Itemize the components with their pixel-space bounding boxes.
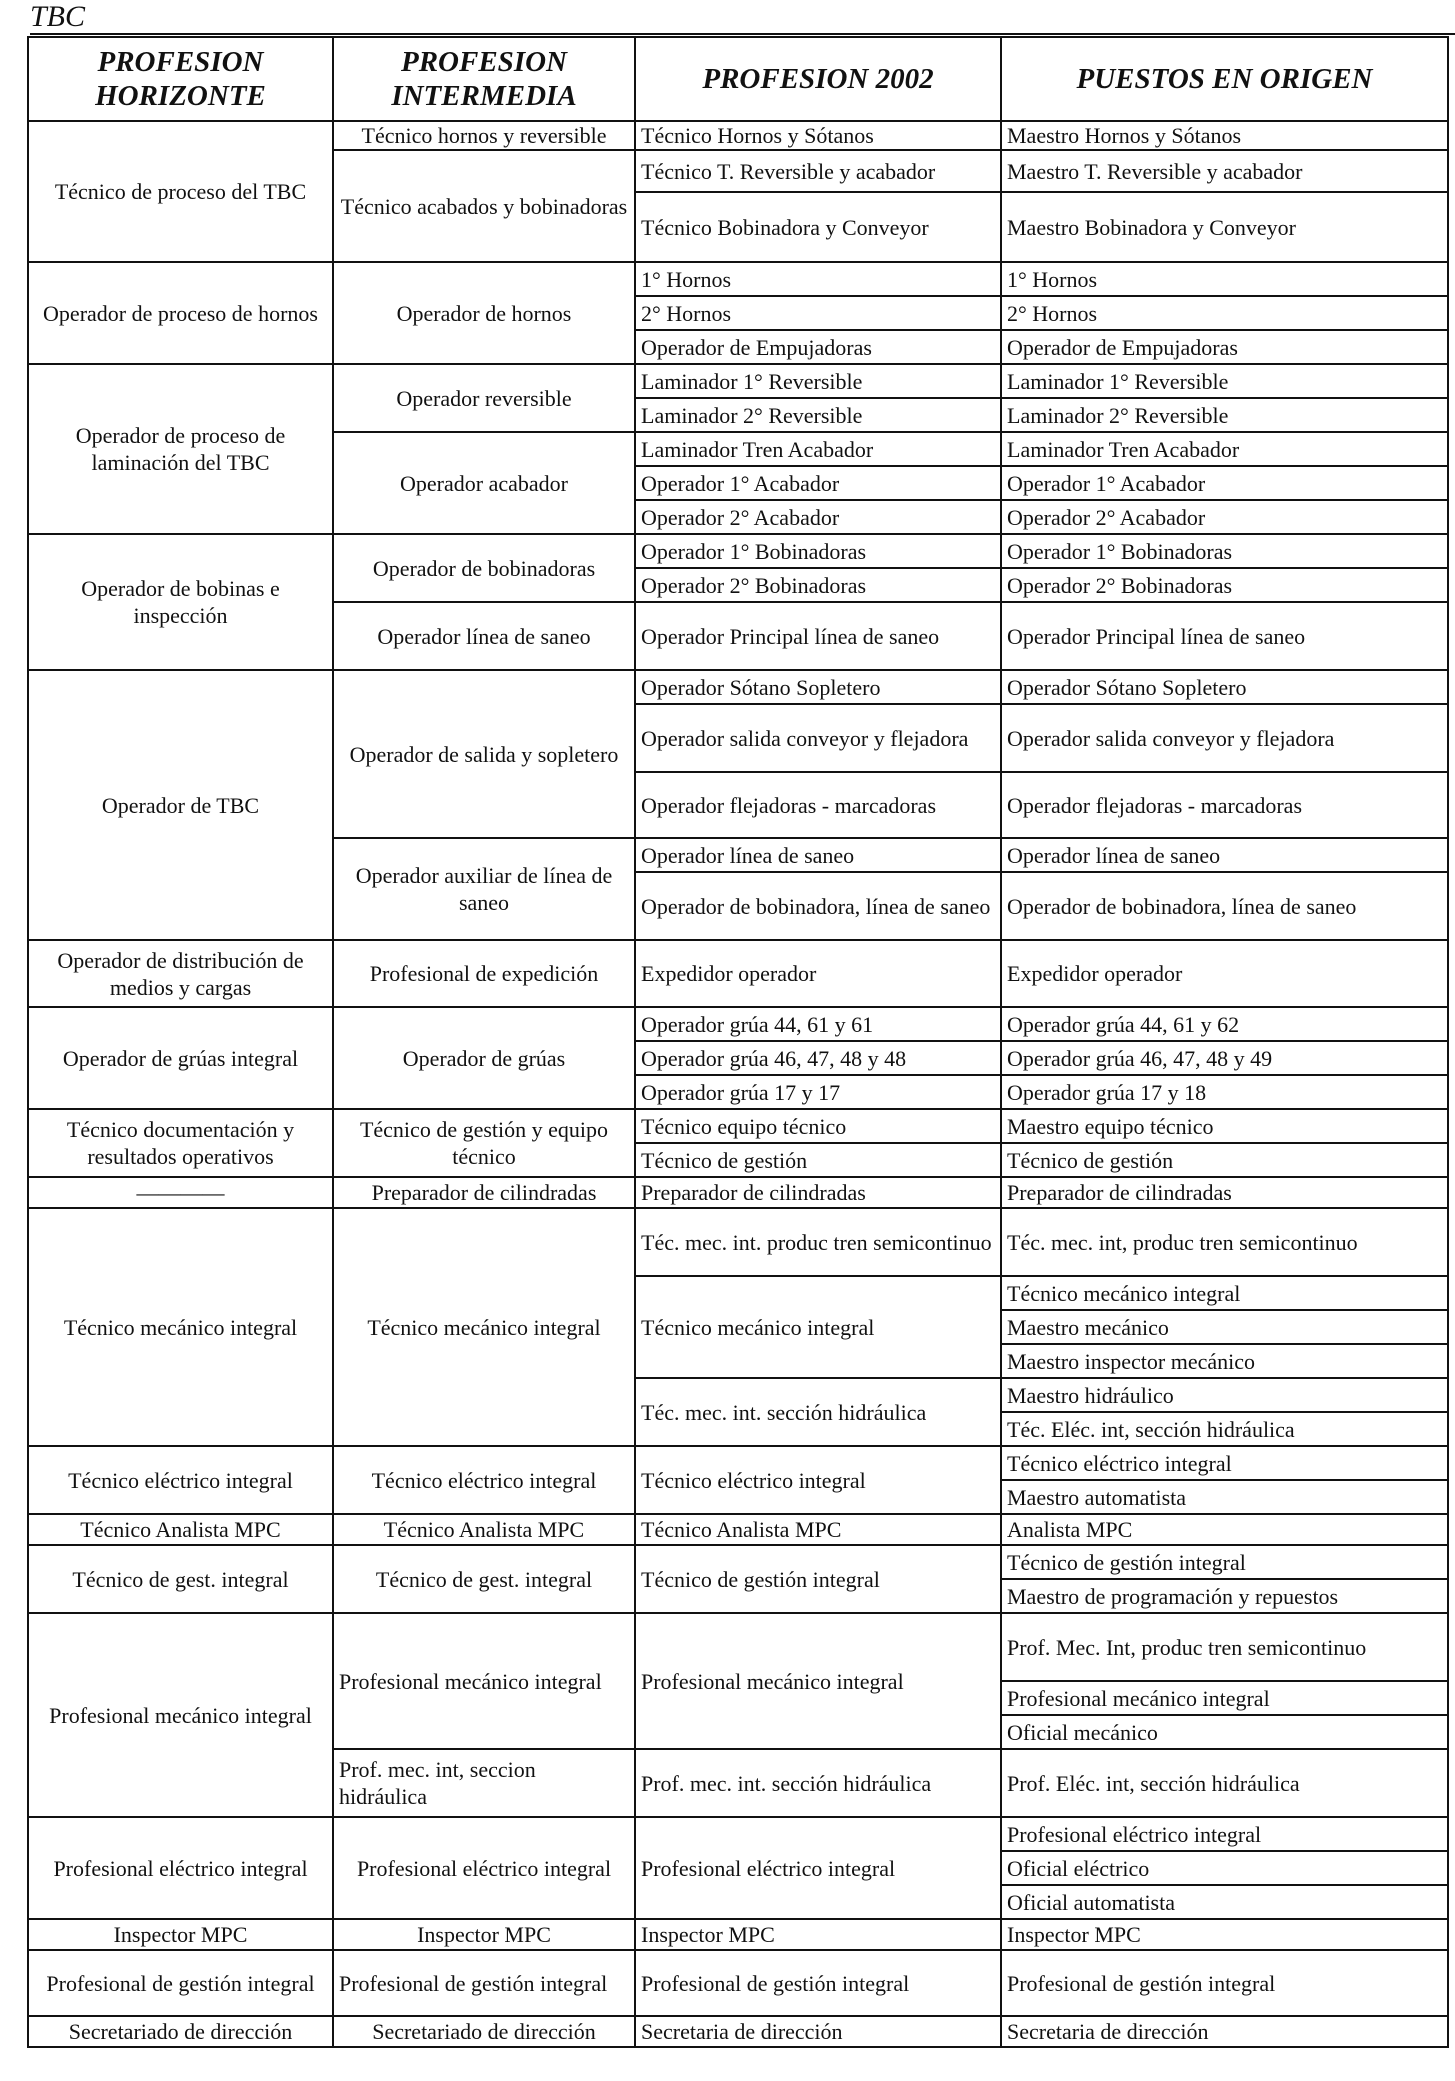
cell-profesion-intermedia: Secretariado de dirección: [333, 2016, 635, 2047]
table-row: [28, 1817, 1448, 1851]
cell-profesion-2002: Operador de Empujadoras: [635, 330, 1001, 364]
cell-profesion-2002: Técnico Bobinadora y Conveyor: [635, 192, 1001, 262]
cell-profesion-intermedia: Operador de hornos: [333, 262, 635, 364]
cell-profesion-2002: Operador salida conveyor y flejadora: [635, 704, 1001, 772]
cell-puestos-en-origen: Inspector MPC: [1001, 1919, 1448, 1950]
cell-puestos-en-origen: Operador grúa 46, 47, 48 y 49: [1001, 1041, 1448, 1075]
cell-profesion-2002: Prof. mec. int. sección hidráulica: [635, 1749, 1001, 1817]
cell-profesion-2002: Secretaria de dirección: [635, 2016, 1001, 2047]
table-row: [28, 1109, 1448, 1143]
cell-profesion-2002: Profesional eléctrico integral: [635, 1817, 1001, 1919]
cell-profesion-2002: Operador flejadoras - marcadoras: [635, 772, 1001, 838]
cell-profesion-2002: Inspector MPC: [635, 1919, 1001, 1950]
header-puestos-en-origen: PUESTOS EN ORIGEN: [1001, 37, 1448, 121]
cell-profesion-intermedia: Profesional de gestión integral: [333, 1950, 635, 2016]
cell-puestos-en-origen: Maestro equipo técnico: [1001, 1109, 1448, 1143]
cell-profesion-horizonte: Profesional eléctrico integral: [28, 1817, 333, 1919]
cell-puestos-en-origen: Maestro automatista: [1001, 1480, 1448, 1514]
profession-table: [27, 36, 1449, 2048]
page-title: TBC: [30, 0, 86, 33]
cell-puestos-en-origen: Prof. Mec. Int, produc tren semicontinuo: [1001, 1613, 1448, 1681]
cell-profesion-intermedia: Técnico de gestión y equipo técnico: [333, 1109, 635, 1177]
cell-profesion-horizonte: Operador de proceso de hornos: [28, 262, 333, 364]
table-row: [28, 1919, 1448, 1950]
cell-profesion-horizonte: Técnico de gest. integral: [28, 1545, 333, 1613]
cell-puestos-en-origen: Profesional de gestión integral: [1001, 1950, 1448, 2016]
cell-profesion-intermedia: Operador reversible: [333, 364, 635, 432]
cell-profesion-2002: Técnico Hornos y Sótanos: [635, 121, 1001, 150]
cell-puestos-en-origen: Operador flejadoras - marcadoras: [1001, 772, 1448, 838]
cell-profesion-intermedia: Técnico de gest. integral: [333, 1545, 635, 1613]
cell-profesion-horizonte: Operador de TBC: [28, 670, 333, 940]
cell-profesion-2002: Operador 2° Bobinadoras: [635, 568, 1001, 602]
cell-profesion-2002: Operador de bobinadora, línea de saneo: [635, 872, 1001, 940]
cell-profesion-2002: Laminador 2° Reversible: [635, 398, 1001, 432]
table-head: [28, 37, 1448, 121]
cell-profesion-2002: Técnico eléctrico integral: [635, 1446, 1001, 1514]
cell-profesion-2002: Laminador Tren Acabador: [635, 432, 1001, 466]
cell-profesion-2002: Operador línea de saneo: [635, 838, 1001, 872]
cell-profesion-horizonte: Técnico Analista MPC: [28, 1514, 333, 1545]
cell-profesion-intermedia: Profesional eléctrico integral: [333, 1817, 635, 1919]
cell-profesion-horizonte: Técnico mecánico integral: [28, 1208, 333, 1446]
cell-profesion-2002: Técnico T. Reversible y acabador: [635, 150, 1001, 192]
cell-profesion-2002: Técnico mecánico integral: [635, 1276, 1001, 1378]
table-row: [28, 940, 1448, 1007]
cell-puestos-en-origen: Téc. mec. int, produc tren semicontinuo: [1001, 1208, 1448, 1276]
cell-profesion-2002: Operador 2° Acabador: [635, 500, 1001, 534]
cell-profesion-horizonte: Profesional de gestión integral: [28, 1950, 333, 2016]
header-profesion-intermedia: PROFESION INTERMEDIA: [333, 37, 635, 121]
cell-puestos-en-origen: Téc. Eléc. int, sección hidráulica: [1001, 1412, 1448, 1446]
cell-profesion-2002: 2° Hornos: [635, 296, 1001, 330]
cell-profesion-intermedia: Operador línea de saneo: [333, 602, 635, 670]
cell-puestos-en-origen: Secretaria de dirección: [1001, 2016, 1448, 2047]
cell-profesion-intermedia: Profesional de expedición: [333, 940, 635, 1007]
cell-profesion-2002: Preparador de cilindradas: [635, 1177, 1001, 1208]
cell-puestos-en-origen: Oficial mecánico: [1001, 1715, 1448, 1749]
cell-puestos-en-origen: 1° Hornos: [1001, 262, 1448, 296]
cell-puestos-en-origen: Técnico de gestión integral: [1001, 1545, 1448, 1579]
cell-profesion-horizonte: Operador de grúas integral: [28, 1007, 333, 1109]
cell-profesion-horizonte: Técnico de proceso del TBC: [28, 121, 333, 262]
table-row: [28, 2016, 1448, 2047]
cell-profesion-2002: Técnico equipo técnico: [635, 1109, 1001, 1143]
cell-profesion-intermedia: Prof. mec. int, seccion hidráulica: [333, 1749, 635, 1817]
cell-puestos-en-origen: Operador Principal línea de saneo: [1001, 602, 1448, 670]
cell-puestos-en-origen: Operador línea de saneo: [1001, 838, 1448, 872]
cell-profesion-2002: Operador grúa 44, 61 y 61: [635, 1007, 1001, 1041]
cell-profesion-2002: Operador 1° Bobinadoras: [635, 534, 1001, 568]
cell-profesion-intermedia: Técnico mecánico integral: [333, 1208, 635, 1446]
cell-profesion-2002: Téc. mec. int. sección hidráulica: [635, 1378, 1001, 1446]
cell-profesion-intermedia: Operador de grúas: [333, 1007, 635, 1109]
table-row: [28, 534, 1448, 568]
cell-puestos-en-origen: Técnico mecánico integral: [1001, 1276, 1448, 1310]
header-row: [28, 37, 1448, 121]
cell-puestos-en-origen: Analista MPC: [1001, 1514, 1448, 1545]
cell-profesion-intermedia: Preparador de cilindradas: [333, 1177, 635, 1208]
table-row: [28, 262, 1448, 296]
table-row: [28, 364, 1448, 398]
table-row: [28, 1446, 1448, 1480]
cell-puestos-en-origen: Operador 2° Acabador: [1001, 500, 1448, 534]
cell-profesion-horizonte: Operador de bobinas e inspección: [28, 534, 333, 670]
cell-puestos-en-origen: Técnico eléctrico integral: [1001, 1446, 1448, 1480]
cell-puestos-en-origen: Maestro Hornos y Sótanos: [1001, 121, 1448, 150]
cell-puestos-en-origen: Profesional eléctrico integral: [1001, 1817, 1448, 1851]
cell-profesion-2002: Laminador 1° Reversible: [635, 364, 1001, 398]
cell-profesion-horizonte: Técnico eléctrico integral: [28, 1446, 333, 1514]
cell-profesion-horizonte: Técnico documentación y resultados operativos: [28, 1109, 333, 1177]
cell-profesion-2002: Técnico Analista MPC: [635, 1514, 1001, 1545]
cell-profesion-horizonte: Operador de proceso de laminación del TBC: [28, 364, 333, 534]
cell-puestos-en-origen: Operador 1° Acabador: [1001, 466, 1448, 500]
cell-puestos-en-origen: Maestro de programación y repuestos: [1001, 1579, 1448, 1613]
cell-profesion-2002: 1° Hornos: [635, 262, 1001, 296]
table-row: [28, 121, 1448, 150]
cell-profesion-horizonte: Secretariado de dirección: [28, 2016, 333, 2047]
cell-profesion-intermedia: Operador de salida y sopletero: [333, 670, 635, 838]
cell-profesion-intermedia: Operador de bobinadoras: [333, 534, 635, 602]
cell-puestos-en-origen: Profesional mecánico integral: [1001, 1681, 1448, 1715]
cell-profesion-intermedia: Técnico acabados y bobinadoras: [333, 150, 635, 262]
cell-puestos-en-origen: Preparador de cilindradas: [1001, 1177, 1448, 1208]
table-row: [28, 1177, 1448, 1208]
cell-profesion-2002: Profesional de gestión integral: [635, 1950, 1001, 2016]
cell-profesion-2002: Operador Sótano Sopletero: [635, 670, 1001, 704]
cell-puestos-en-origen: Técnico de gestión: [1001, 1143, 1448, 1177]
cell-puestos-en-origen: Operador grúa 17 y 18: [1001, 1075, 1448, 1109]
cell-puestos-en-origen: Laminador 2° Reversible: [1001, 398, 1448, 432]
cell-profesion-horizonte: Inspector MPC: [28, 1919, 333, 1950]
table-row: [28, 670, 1448, 704]
cell-puestos-en-origen: Operador Sótano Sopletero: [1001, 670, 1448, 704]
cell-profesion-2002: Expedidor operador: [635, 940, 1001, 1007]
cell-profesion-intermedia: Operador acabador: [333, 432, 635, 534]
table-row: [28, 1613, 1448, 1681]
cell-profesion-2002: Profesional mecánico integral: [635, 1613, 1001, 1749]
cell-puestos-en-origen: Oficial eléctrico: [1001, 1851, 1448, 1885]
cell-puestos-en-origen: Oficial automatista: [1001, 1885, 1448, 1919]
cell-profesion-intermedia: Profesional mecánico integral: [333, 1613, 635, 1749]
cell-puestos-en-origen: Operador salida conveyor y flejadora: [1001, 704, 1448, 772]
cell-profesion-horizonte: Operador de distribución de medios y cargas: [28, 940, 333, 1007]
table-row: [28, 1208, 1448, 1276]
cell-profesion-horizonte: ————: [28, 1177, 333, 1208]
cell-profesion-2002: Operador Principal línea de saneo: [635, 602, 1001, 670]
cell-puestos-en-origen: Operador grúa 44, 61 y 62: [1001, 1007, 1448, 1041]
cell-puestos-en-origen: Operador 1° Bobinadoras: [1001, 534, 1448, 568]
cell-puestos-en-origen: Expedidor operador: [1001, 940, 1448, 1007]
cell-puestos-en-origen: Maestro hidráulico: [1001, 1378, 1448, 1412]
table-row: [28, 1007, 1448, 1041]
cell-puestos-en-origen: Maestro T. Reversible y acabador: [1001, 150, 1448, 192]
cell-profesion-intermedia: Técnico hornos y reversible: [333, 121, 635, 150]
cell-puestos-en-origen: Operador de Empujadoras: [1001, 330, 1448, 364]
cell-profesion-2002: Téc. mec. int. produc tren semicontinuo: [635, 1208, 1001, 1276]
cell-profesion-intermedia: Técnico eléctrico integral: [333, 1446, 635, 1514]
cell-puestos-en-origen: Prof. Eléc. int, sección hidráulica: [1001, 1749, 1448, 1817]
table-row: [28, 1545, 1448, 1579]
cell-profesion-2002: Operador grúa 46, 47, 48 y 48: [635, 1041, 1001, 1075]
cell-profesion-2002: Técnico de gestión: [635, 1143, 1001, 1177]
cell-puestos-en-origen: Maestro mecánico: [1001, 1310, 1448, 1344]
top-rule: [30, 33, 1455, 35]
cell-puestos-en-origen: 2° Hornos: [1001, 296, 1448, 330]
table-row: [28, 1514, 1448, 1545]
cell-puestos-en-origen: Operador 2° Bobinadoras: [1001, 568, 1448, 602]
header-profesion-horizonte: PROFESION HORIZONTE: [28, 37, 333, 121]
cell-puestos-en-origen: Operador de bobinadora, línea de saneo: [1001, 872, 1448, 940]
cell-puestos-en-origen: Maestro inspector mecánico: [1001, 1344, 1448, 1378]
cell-profesion-horizonte: Profesional mecánico integral: [28, 1613, 333, 1817]
cell-puestos-en-origen: Maestro Bobinadora y Conveyor: [1001, 192, 1448, 262]
table-body: [28, 121, 1448, 2047]
header-profesion-2002: PROFESION 2002: [635, 37, 1001, 121]
cell-profesion-intermedia: Técnico Analista MPC: [333, 1514, 635, 1545]
cell-profesion-2002: Operador grúa 17 y 17: [635, 1075, 1001, 1109]
table-row: [28, 1950, 1448, 2016]
cell-profesion-intermedia: Inspector MPC: [333, 1919, 635, 1950]
cell-puestos-en-origen: Laminador 1° Reversible: [1001, 364, 1448, 398]
cell-profesion-2002: Técnico de gestión integral: [635, 1545, 1001, 1613]
cell-puestos-en-origen: Laminador Tren Acabador: [1001, 432, 1448, 466]
cell-profesion-intermedia: Operador auxiliar de línea de saneo: [333, 838, 635, 940]
cell-profesion-2002: Operador 1° Acabador: [635, 466, 1001, 500]
